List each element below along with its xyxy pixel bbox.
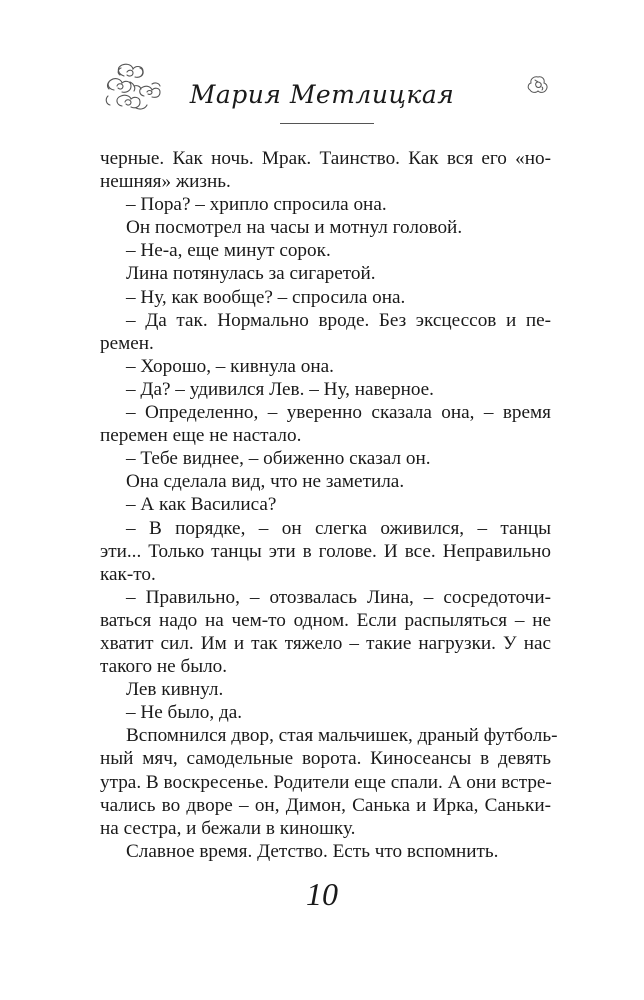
text-line: хватит сил. Им и так тяжело – такие нагрузки. У нас (100, 632, 551, 654)
page-number: 10 (306, 876, 338, 912)
text-line: черные. Как ночь. Мрак. Таинство. Как вся его «но- (100, 148, 551, 169)
text-line: – А как Василиса? (126, 494, 277, 516)
text-line: нешняя» жизнь. (100, 171, 231, 193)
text-line: – Не-а, еще минут сорок. (126, 240, 331, 262)
text-line: – Да? – удивился Лев. – Ну, наверное. (126, 378, 434, 400)
body-text (100, 147, 558, 863)
text-line: ремен. (100, 332, 154, 354)
text-line: перемен еще не настало. (100, 425, 302, 447)
text-line: утра. В воскресенье. Родители еще спали. А они встре- (100, 771, 552, 793)
text-line: – Тебе виднее, – обиженно сказал он. (126, 448, 431, 470)
text-line: Лина потянулась за сигаретой. (126, 263, 376, 285)
text-line: чались во дворе – он, Димон, Санька и Ирка, Саньки- (100, 794, 551, 816)
text-line: – В порядке, – он слегка оживился, – танцы (126, 517, 551, 539)
text-line: Лев кивнул. (126, 679, 224, 701)
text-line: – Определенно, – уверенно сказала она, – время (126, 402, 551, 424)
header-rule (280, 123, 374, 124)
text-line: – Ну, как вообще? – спросила она. (126, 286, 406, 308)
text-line: – Пора? – хрипло спросила она. (126, 194, 387, 216)
text-line: ваться надо на чем-то одном. Если распыляться – не (100, 609, 551, 631)
running-head-author: Мария Метлицкая (189, 80, 455, 109)
text-line: Он посмотрел на часы и мотнул головой. (126, 217, 463, 239)
text-line: эти... Только танцы эти в голове. И все. Неправильно (100, 540, 551, 562)
text-line: Славное время. Детство. Есть что вспомнить. (126, 840, 499, 862)
text-line: ный мяч, самодельные ворота. Киносеансы в девять (100, 748, 551, 770)
text-line: Вспомнился двор, стая мальчишек, драный футболь- (126, 725, 558, 747)
text-line: – Не было, да. (126, 702, 243, 724)
text-line: такого не было. (100, 656, 228, 678)
text-line: – Правильно, – отозвалась Лина, – сосредоточи- (126, 586, 551, 608)
text-line: – Да так. Нормально вроде. Без эксцессов и пе- (126, 309, 551, 331)
text-line: на сестра, и бежали в киношку. (100, 817, 356, 839)
text-line: – Хорошо, – кивнула она. (126, 355, 334, 377)
text-line: как-то. (100, 563, 156, 585)
text-line: Она сделала вид, что не заметила. (126, 471, 405, 493)
